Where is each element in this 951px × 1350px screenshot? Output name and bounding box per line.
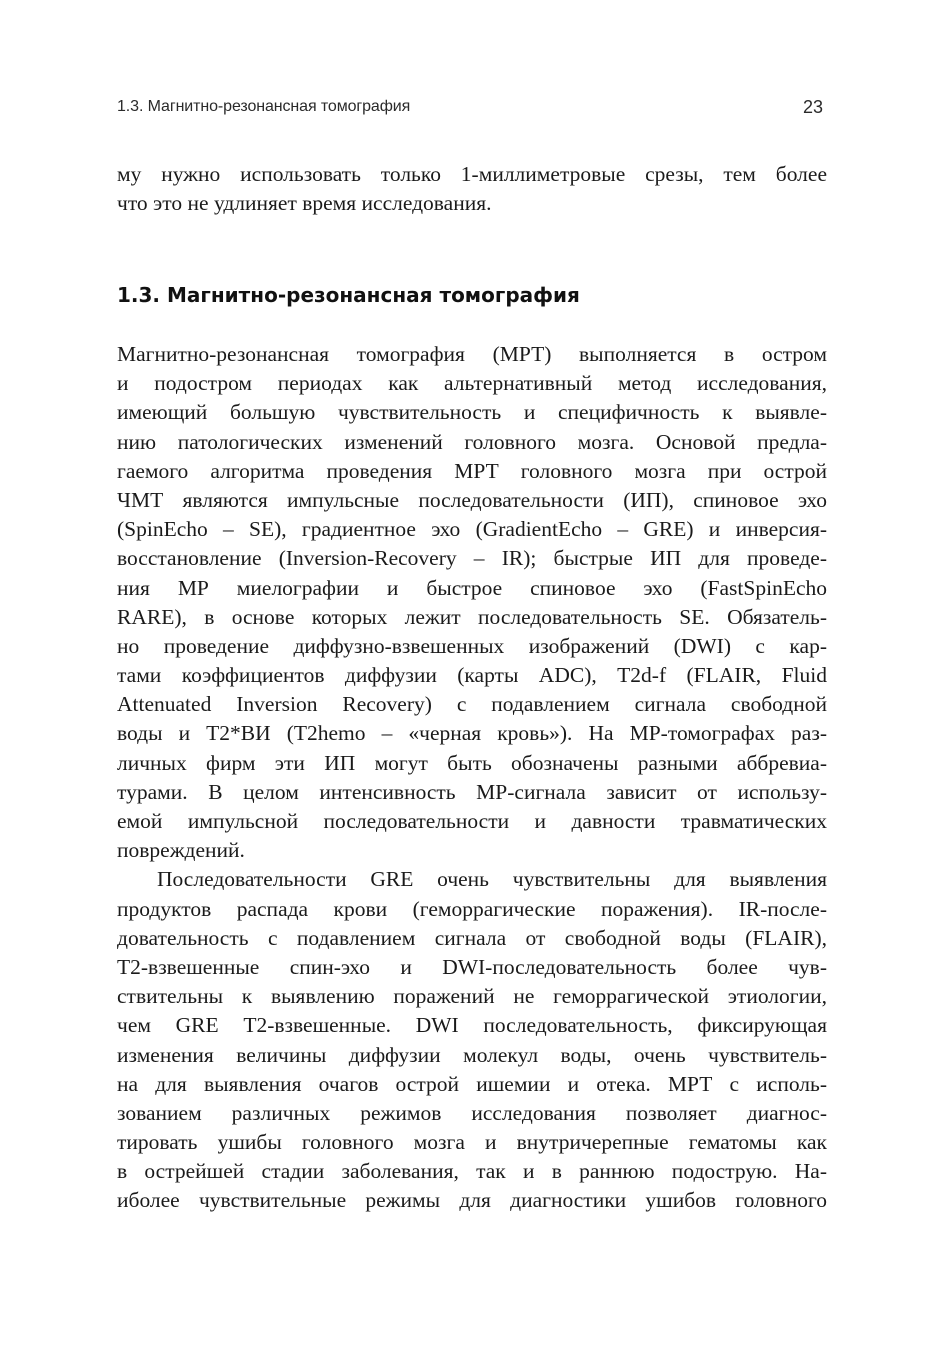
text-line: Последовательности GRE очень чувствительны для выявления — [157, 867, 827, 892]
text-line: тами коэффициентов диффузии (карты ADC), T2d-f (FLAIR, Fluid — [117, 663, 827, 688]
text-line: чем GRE Т2-взвешенные. DWI последовательность, фиксирующая — [117, 1013, 827, 1038]
paragraph-1 — [117, 340, 827, 865]
section-body — [117, 340, 827, 1216]
text-line: на для выявления очагов острой ишемии и отека. МРТ с исполь- — [117, 1071, 827, 1096]
text-line: но проведение диффузно-взвешенных изображений (DWI) с кар- — [117, 633, 827, 658]
text-line: турами. В целом интенсивность МР-сигнала зависит от использу- — [117, 779, 827, 804]
text-line: изменения величины диффузии молекул воды, очень чувствитель- — [117, 1042, 827, 1067]
text-line: довательность с подавлением сигнала от свободной воды (FLAIR), — [117, 925, 827, 950]
text-line: в острейшей стадии заболевания, так и в раннюю подострую. На- — [117, 1159, 827, 1184]
text-line: Магнитно-резонансная томография (МРТ) выполняется в остром — [117, 342, 827, 366]
page-number: 23 — [802, 97, 823, 117]
text-line: ЧМТ являются импульсные последовательности (ИП), спиновое эхо — [117, 487, 827, 512]
text-line: иболее чувствительные режимы для диагностики ушибов головного — [117, 1188, 827, 1213]
text-line: имеющий большую чувствительность и специфичность к выявле- — [117, 400, 827, 425]
running-head — [117, 95, 823, 119]
text-line: тировать ушибы головного мозга и внутричерепные гематомы как — [117, 1130, 827, 1155]
text-line: гаемого алгоритма проведения МРТ головного мозга при острой — [117, 458, 827, 483]
running-head-title: 1.3. Магнитно-резонансная томография — [117, 98, 411, 115]
text-line: нию патологических изменений головного мозга. Основой предла- — [117, 429, 827, 454]
continued-paragraph — [117, 160, 827, 218]
section-heading: 1.3. Магнитно-резонансная томография — [117, 283, 580, 307]
text-line: емой импульсной последовательности и давности травматических — [117, 809, 827, 833]
text-line: продуктов распада крови (геморрагические поражения). IR-после- — [117, 896, 827, 921]
text-line: му нужно использовать только 1-миллиметровые срезы, тем более — [117, 162, 827, 186]
text-line: восстановление (Inversion-Recovery – IR); быстрые ИП для проведе- — [117, 546, 827, 571]
text-line: воды и Т2*ВИ (T2hemo – «черная кровь»). На МР-томографах раз- — [117, 721, 827, 746]
text-line: Attenuated Inversion Recovery) с подавлением сигнала свободной — [117, 692, 827, 717]
text-line: и подостром периодах как альтернативный метод исследования, — [117, 371, 827, 396]
text-line: (SpinEcho – SE), градиентное эхо (GradientEcho – GRE) и инверсия- — [117, 517, 827, 542]
text-line: повреждений. — [117, 838, 245, 863]
text-line: ствительны к выявлению поражений не геморрагической этиологии, — [117, 984, 827, 1009]
text-line: Т2-взвешенные спин-эхо и DWI-последовательность более чув- — [117, 954, 827, 979]
text-line: что это не удлиняет время исследования. — [117, 191, 492, 216]
paragraph-2 — [117, 865, 827, 1215]
text-line: личных фирм эти ИП могут быть обозначены разными аббревиа- — [117, 750, 827, 775]
text-line: ния МР миелографии и быстрое спиновое эхо (FastSpinEcho — [117, 575, 827, 600]
text-line: RARE), в основе которых лежит последовательность SE. Обязатель- — [117, 604, 827, 629]
text-line: зованием различных режимов исследования позволяет диагнос- — [117, 1100, 827, 1125]
